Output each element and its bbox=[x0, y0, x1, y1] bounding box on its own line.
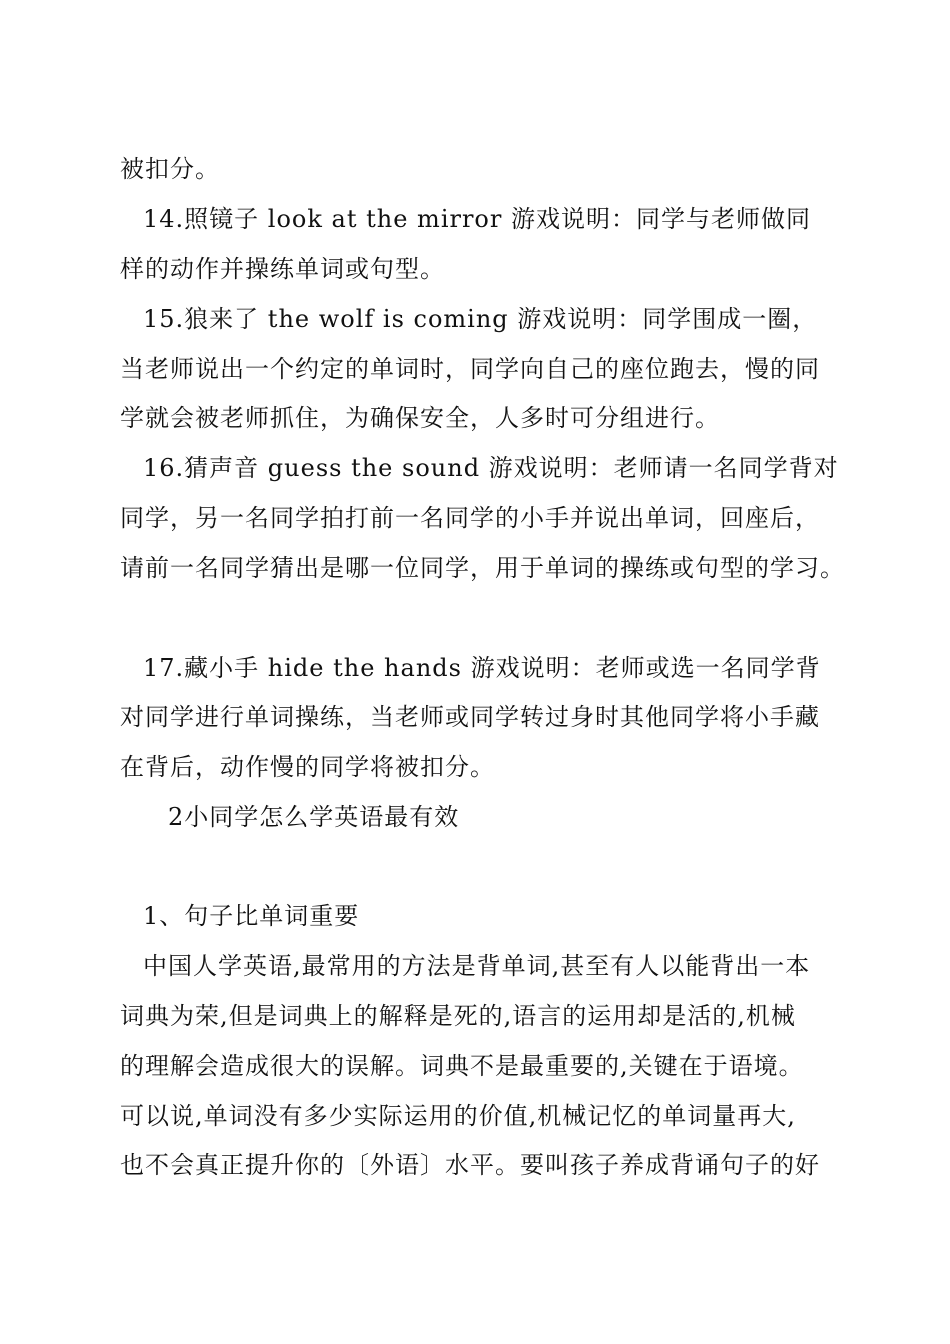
paragraph-line: 词典为荣,但是词典上的解释是死的,语言的运用却是活的,机械 bbox=[120, 1002, 796, 1030]
game-item-16-title: 16.猜声音 guess the sound 游戏说明：老师请一名同学背对 bbox=[143, 454, 839, 482]
subsection-heading: 1、句子比单词重要 bbox=[143, 902, 360, 930]
paragraph-line: 当老师说出一个约定的单词时，同学向自己的座位跑去，慢的同 bbox=[120, 355, 820, 383]
paragraph-line: 可以说,单词没有多少实际运用的价值,机械记忆的单词量再大, bbox=[120, 1102, 796, 1130]
paragraph-line: 请前一名同学猜出是哪一位同学，用于单词的操练或句型的学习。 bbox=[120, 554, 845, 582]
paragraph-line: 在背后，动作慢的同学将被扣分。 bbox=[120, 753, 495, 781]
paragraph-line: 的理解会造成很大的误解。词典不是最重要的,关键在于语境。 bbox=[120, 1052, 804, 1080]
paragraph-line: 对同学进行单词操练，当老师或同学转过身时其他同学将小手藏 bbox=[120, 703, 820, 731]
game-item-14-title: 14.照镜子 look at the mirror 游戏说明：同学与老师做同 bbox=[143, 205, 811, 233]
paragraph-line: 学就会被老师抓住，为确保安全，人多时可分组进行。 bbox=[120, 404, 720, 432]
paragraph-line: 中国人学英语,最常用的方法是背单词,甚至有人以能背出一本 bbox=[143, 952, 811, 980]
section-heading: 2小同学怎么学英语最有效 bbox=[168, 803, 460, 831]
game-item-15-title: 15.狼来了 the wolf is coming 游戏说明：同学围成一圈， bbox=[143, 305, 818, 333]
paragraph-line: 样的动作并操练单词或句型。 bbox=[120, 255, 445, 283]
paragraph-line: 也不会真正提升你的〔外语〕水平。要叫孩子养成背诵句子的好 bbox=[120, 1151, 820, 1179]
game-item-17-title: 17.藏小手 hide the hands 游戏说明：老师或选一名同学背 bbox=[143, 654, 821, 682]
paragraph-line: 被扣分。 bbox=[120, 155, 220, 183]
paragraph-line: 同学，另一名同学拍打前一名同学的小手并说出单词，回座后， bbox=[120, 504, 820, 532]
